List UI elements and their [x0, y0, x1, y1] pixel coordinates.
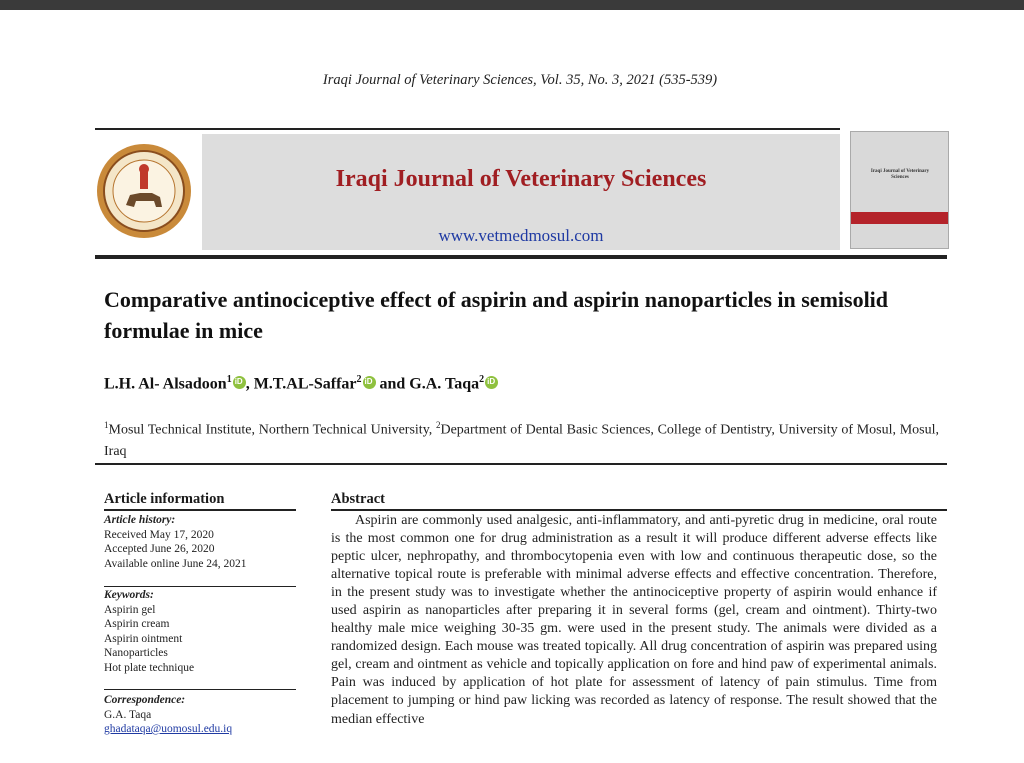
journal-website-link[interactable]: www.vetmedmosul.com [438, 226, 604, 245]
history-received: Received May 17, 2020 [104, 528, 214, 541]
keywords-block [104, 588, 299, 675]
keywords-rule [104, 689, 296, 690]
orcid-icon[interactable] [233, 376, 246, 389]
article-info-rule [104, 509, 296, 511]
affiliation-rule [95, 463, 947, 465]
author-name: M.T.AL-Saffar [253, 375, 357, 393]
author-affiliation-number: 2 [356, 374, 362, 385]
history-accepted: Accepted June 26, 2020 [104, 543, 215, 555]
orcid-icon[interactable] [485, 376, 498, 389]
keyword-item: Nanoparticles [104, 647, 168, 659]
article-history [104, 513, 299, 571]
author-affiliation-number: 2 [479, 374, 485, 385]
cover-band [851, 212, 948, 224]
header-top-rule [95, 128, 840, 130]
keyword-item: Aspirin ointment [104, 632, 183, 645]
author-separator: and [375, 375, 410, 393]
affiliation-number: 2 [435, 420, 441, 430]
keywords-label: Keywords: [104, 589, 154, 601]
banner-title: Iraqi Journal of Veterinary Sciences [335, 166, 707, 192]
orcid-icon[interactable] [363, 376, 376, 389]
author-name: G.A. Taqa [409, 375, 480, 393]
university-seal-logo [96, 143, 192, 239]
affiliation-number: 1 [104, 420, 109, 430]
abstract-body: Aspirin are commonly used analgesic, anti-inflammatory, and anti-pyretic drug in medicine, oral route is the most common one for drug administration as a result it will produce different adverse effects like peptic ulcer, nephropathy, and thrombocytopenia even with low and continuous therapeutic dose, so the alternative topical route is preferable with minimal adverse effects and effective concentration. Therefore, in the present study was to investigate whether the antinociceptive property of aspirin would enhance if used aspirin as nanoparticles after preparing it in several forms (gel, cream and ointment). Thirty-two healthy male mice weighing 30-35 gm. were used in the present study. The animals were divided as a randomized design. Each mouse was treated topically. All drug concentration of aspirin was prepared using gel, cream and ointment as vehicle and topically application on fore and hind paw of experimental animals. Pain was induced by application of hot plate for assessment of latency of pain stimulus. Time from placement to jumping or hind paw licking was recorded as latency of response. The result showed that the median effective [331, 513, 937, 727]
keyword-item: Hot plate technique [104, 661, 195, 674]
paper-title: Comparative antinociceptive effect of aspirin and aspirin nanoparticles in semisolid formulae in mice [104, 287, 889, 343]
history-online: Available online June 24, 2021 [104, 557, 247, 570]
cover-title: Iraqi Journal of Veterinary Sciences [870, 169, 930, 180]
article-info-heading: Article information [104, 491, 225, 507]
affiliation-2: Department of Dental Basic Sciences, College of Dentistry, University of Mosul, Mosul, Iraq [104, 422, 939, 459]
author-separator: , [245, 375, 254, 393]
keyword-item: Aspirin gel [104, 603, 156, 616]
author-name: L.H. Al- Alsadoon [104, 375, 227, 393]
affiliation-1: Mosul Technical Institute, Northern Technical University, [108, 422, 436, 438]
history-rule [104, 586, 296, 587]
abstract-rule [331, 509, 947, 511]
correspondence-label: Correspondence: [104, 694, 186, 706]
journal-reference: Iraqi Journal of Veterinary Sciences, Vol. 35, No. 3, 2021 (535-539) [322, 72, 718, 88]
correspondence-block [104, 693, 299, 737]
journal-cover-thumbnail [850, 131, 949, 249]
author-list [104, 374, 498, 393]
correspondence-name: G.A. Taqa [104, 708, 152, 721]
article-history-label: Article history: [104, 514, 176, 526]
header-bottom-rule [95, 255, 947, 259]
top-bar [0, 0, 1024, 10]
author-affiliation-number: 1 [226, 374, 232, 385]
keyword-item: Aspirin cream [104, 618, 170, 630]
journal-banner [202, 134, 840, 250]
affiliations [104, 415, 939, 462]
abstract-heading: Abstract [331, 491, 385, 507]
correspondence-email-link[interactable]: ghadataqa@uomosul.edu.iq [104, 723, 233, 735]
